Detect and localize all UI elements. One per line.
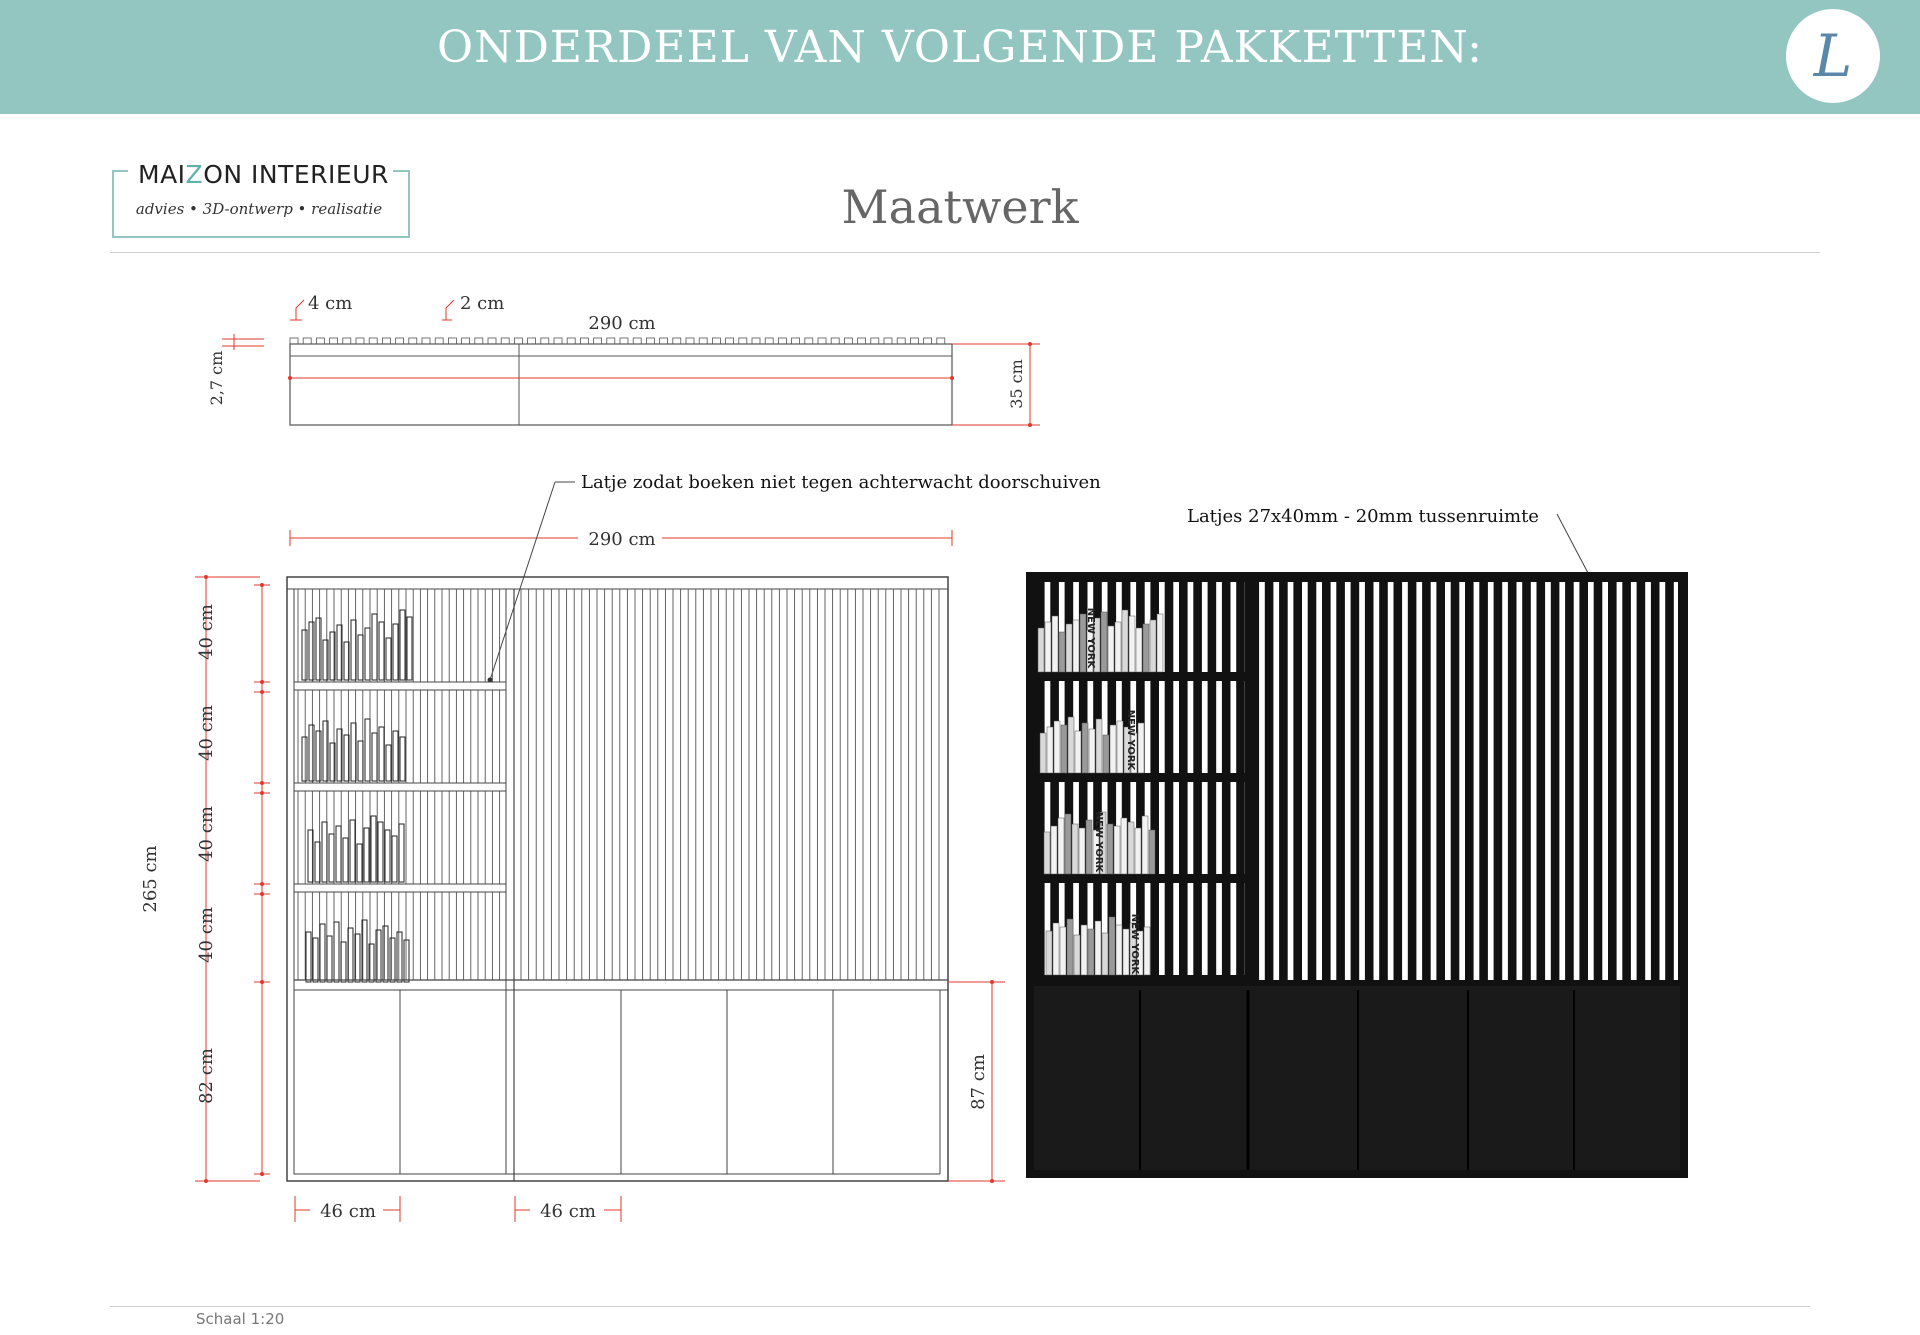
dim-point	[260, 1172, 264, 1176]
logo-name: MAIZON INTERIEUR	[134, 160, 393, 189]
dim-point	[990, 980, 994, 984]
book	[390, 938, 395, 982]
render-book	[1045, 622, 1051, 672]
dim-point	[260, 680, 264, 684]
render-book	[1095, 921, 1101, 975]
book	[357, 844, 362, 882]
book	[329, 834, 334, 882]
plan-slat	[409, 338, 417, 344]
plan-slat	[897, 338, 905, 344]
plan-slat	[554, 338, 562, 344]
plan-slat	[660, 338, 668, 344]
render-slat	[1565, 582, 1574, 980]
slat-depth-label: 4 cm	[308, 293, 353, 314]
plan-slat	[514, 338, 522, 344]
total-height-label: 265 cm	[140, 845, 161, 913]
header-title: ONDERDEEL VAN VOLGENDE PAKKETTEN:	[437, 22, 1483, 73]
render-book	[1086, 820, 1092, 874]
render-book	[1052, 616, 1058, 672]
book-spine-label: NEW YORK	[1129, 913, 1140, 975]
book	[393, 624, 398, 680]
plan-slat	[316, 338, 324, 344]
render-slat	[1351, 582, 1360, 980]
render-book	[1115, 622, 1121, 672]
plan-slat	[330, 338, 338, 344]
book-spine-label: NEW YORK	[1125, 709, 1136, 771]
plan-slat	[528, 338, 536, 344]
render-book	[1074, 935, 1080, 975]
book	[313, 938, 318, 982]
render-book	[1135, 828, 1141, 874]
render-book	[1054, 721, 1060, 773]
plan-slat	[924, 338, 932, 344]
render-slat	[1622, 582, 1631, 980]
plan-slat	[567, 338, 575, 344]
book	[397, 932, 402, 982]
footer-divider	[110, 1306, 1810, 1307]
front-view-shelves	[294, 682, 506, 892]
plan-slat	[448, 338, 456, 344]
render-book	[1121, 818, 1127, 874]
plan-slat	[831, 338, 839, 344]
render-book	[1047, 727, 1053, 773]
front-view-books	[302, 610, 412, 982]
render-slat	[1608, 582, 1617, 980]
render-book	[1073, 620, 1079, 672]
render-slat	[1322, 582, 1331, 980]
book	[386, 638, 391, 680]
render-shelf	[1036, 874, 1248, 883]
render-slat	[1336, 582, 1345, 980]
book	[309, 622, 314, 680]
plan-slat	[501, 338, 509, 344]
render-slat	[1308, 582, 1317, 980]
render-book	[1068, 717, 1074, 773]
book	[407, 617, 412, 680]
slat-height-label: 2,7 cm	[207, 350, 226, 406]
book	[383, 926, 388, 982]
shelf-height-label: 40 cm	[196, 604, 217, 660]
dim-point	[260, 690, 264, 694]
plan-slat	[805, 338, 813, 344]
rail-note: Latje zodat boeken niet tegen achterwacht doorschuiven	[581, 472, 1101, 493]
plan-slat	[290, 338, 298, 344]
book	[320, 924, 325, 982]
render-slat	[1422, 582, 1431, 980]
render-slat	[1551, 582, 1560, 980]
render-book	[1088, 929, 1094, 975]
render-book	[1102, 933, 1108, 975]
slat-gap-label: 2 cm	[460, 293, 505, 314]
render-slat	[1265, 582, 1274, 980]
book	[385, 830, 390, 882]
shelf-height-label: 40 cm	[196, 705, 217, 761]
plan-slat	[712, 338, 720, 344]
book	[309, 725, 314, 781]
plan-slat	[752, 338, 760, 344]
plan-slat	[646, 338, 654, 344]
render-book	[1066, 624, 1072, 672]
shelf-height-label: 40 cm	[196, 907, 217, 963]
book	[365, 719, 370, 781]
plan-slat	[422, 338, 430, 344]
plan-slat	[607, 338, 615, 344]
plan-slat	[792, 338, 800, 344]
page-title: Maatwerk	[841, 180, 1079, 234]
brand-letter-icon: L	[1813, 22, 1853, 90]
plan-slat	[818, 338, 826, 344]
plan-slat	[910, 338, 918, 344]
dim-point	[260, 781, 264, 785]
slat-note: Latjes 27x40mm - 20mm tussenruimte	[1187, 506, 1539, 527]
dim-point	[260, 980, 264, 984]
render-book	[1143, 624, 1149, 672]
right-cabinet-height-label: 87 cm	[968, 1054, 989, 1110]
render-book	[1040, 733, 1046, 773]
render-book	[1044, 832, 1050, 874]
plan-slat	[435, 338, 443, 344]
render-book	[1038, 628, 1044, 672]
dim-point	[260, 791, 264, 795]
plan-slat	[739, 338, 747, 344]
front-shelf	[294, 682, 506, 690]
book	[371, 816, 376, 882]
render-book	[1082, 723, 1088, 773]
book	[392, 836, 397, 882]
render-slat	[1665, 582, 1674, 980]
plan-slat	[765, 338, 773, 344]
render-slat	[1637, 582, 1646, 980]
slat-depth-arrow-icon	[296, 300, 304, 320]
render-book	[1117, 721, 1123, 773]
render-book	[1103, 735, 1109, 773]
book	[372, 733, 377, 781]
render-book	[1114, 826, 1120, 874]
render-slat	[1508, 582, 1517, 980]
render-slat	[1394, 582, 1403, 980]
book	[400, 610, 405, 680]
top-width-label: 290 cm	[588, 313, 656, 334]
render-book	[1081, 925, 1087, 975]
render-book	[1144, 927, 1150, 975]
render-shelf	[1036, 672, 1248, 681]
plan-slat	[369, 338, 377, 344]
render-book	[1128, 822, 1134, 874]
dim-point	[990, 1179, 994, 1183]
plan-slat	[382, 338, 390, 344]
dim-point	[950, 376, 954, 380]
book	[386, 745, 391, 781]
render-book	[1108, 626, 1114, 672]
render-book	[1061, 725, 1067, 773]
front-shelf	[294, 783, 506, 791]
book	[323, 640, 328, 680]
plan-slat	[475, 338, 483, 344]
depth-label: 35 cm	[1007, 359, 1026, 409]
top-view-slats	[290, 338, 945, 344]
render-book	[1072, 824, 1078, 874]
cabinet-height-label: 82 cm	[196, 1048, 217, 1104]
render-book	[1058, 818, 1064, 874]
render-view	[1026, 506, 1688, 1178]
render-book	[1142, 816, 1148, 874]
render-book	[1053, 923, 1059, 975]
plan-slat	[937, 338, 945, 344]
front-view	[140, 472, 1101, 1222]
plan-slat	[580, 338, 588, 344]
render-slat	[1479, 582, 1488, 980]
book	[334, 922, 339, 982]
render-slat	[1579, 582, 1588, 980]
book	[327, 936, 332, 982]
dim-point	[260, 583, 264, 587]
render-book	[1067, 919, 1073, 975]
scale-label: Schaal 1:20	[196, 1310, 285, 1328]
book	[302, 630, 307, 680]
render-book	[1123, 929, 1129, 975]
dim-point	[204, 575, 208, 579]
book	[358, 635, 363, 680]
door-width-right-label: 46 cm	[540, 1201, 596, 1222]
book	[358, 741, 363, 781]
plan-slat	[726, 338, 734, 344]
dim-point	[260, 882, 264, 886]
book-spine-label: NEW YORK	[1085, 607, 1096, 669]
book	[364, 828, 369, 882]
render-slat	[1522, 582, 1531, 980]
plan-slat	[884, 338, 892, 344]
plan-slat	[620, 338, 628, 344]
render-book	[1122, 610, 1128, 672]
render-slat	[1379, 582, 1388, 980]
dim-point	[1028, 342, 1032, 346]
plan-slat	[858, 338, 866, 344]
plan-slat	[871, 338, 879, 344]
front-width-label: 290 cm	[588, 529, 656, 550]
book	[393, 731, 398, 781]
slat-note-leader	[1557, 514, 1588, 573]
slat-gap-arrow-icon	[446, 300, 454, 320]
book	[316, 731, 321, 781]
render-slat	[1465, 582, 1474, 980]
render-book	[1136, 628, 1142, 672]
render-book	[1157, 614, 1163, 672]
book	[306, 932, 311, 982]
plan-slat	[343, 338, 351, 344]
render-slat	[1408, 582, 1417, 980]
render-book	[1149, 830, 1155, 874]
book	[341, 942, 346, 982]
shelf-height-label: 40 cm	[196, 806, 217, 862]
dim-point	[260, 892, 264, 896]
book	[404, 940, 409, 982]
render-book	[1107, 824, 1113, 874]
book	[400, 737, 405, 781]
render-slat	[1436, 582, 1445, 980]
plan-slat	[462, 338, 470, 344]
render-book	[1075, 731, 1081, 773]
book	[350, 820, 355, 882]
render-book	[1060, 927, 1066, 975]
render-book	[1079, 828, 1085, 874]
dim-point	[288, 376, 292, 380]
render-book	[1101, 612, 1107, 672]
book	[336, 826, 341, 882]
book	[379, 622, 384, 680]
plan-slat	[699, 338, 707, 344]
render-slat	[1365, 582, 1374, 980]
plan-slat	[686, 338, 694, 344]
plan-slat	[594, 338, 602, 344]
front-shelf	[294, 884, 506, 892]
logo-tagline: advies • 3D-ontwerp • realisatie	[135, 200, 383, 218]
book	[372, 614, 377, 680]
render-book	[1089, 729, 1095, 773]
render-slat	[1594, 582, 1603, 980]
book	[316, 618, 321, 680]
render-book	[1116, 925, 1122, 975]
render-book	[1059, 632, 1065, 672]
render-book	[1109, 917, 1115, 975]
dim-point	[204, 1179, 208, 1183]
render-book	[1129, 616, 1135, 672]
plan-slat	[778, 338, 786, 344]
book	[365, 628, 370, 680]
render-slat	[1651, 582, 1660, 980]
render-book	[1096, 719, 1102, 773]
book	[379, 727, 384, 781]
dim-point	[1028, 423, 1032, 427]
plan-slat	[396, 338, 404, 344]
book	[302, 737, 307, 781]
plan-slat	[673, 338, 681, 344]
render-slat	[1537, 582, 1546, 980]
render-shelf	[1036, 773, 1248, 782]
render-slat	[1279, 582, 1288, 980]
door-width-left-label: 46 cm	[320, 1201, 376, 1222]
render-book	[1138, 723, 1144, 773]
render-book	[1065, 814, 1071, 874]
top-view	[207, 293, 1040, 427]
render-slat	[1451, 582, 1460, 980]
render-shelf	[1036, 975, 1248, 984]
render-book	[1051, 826, 1057, 874]
book	[343, 838, 348, 882]
book	[323, 721, 328, 781]
book	[322, 822, 327, 882]
plan-slat	[633, 338, 641, 344]
plan-slat	[303, 338, 311, 344]
plan-slat	[488, 338, 496, 344]
render-slat	[1293, 582, 1302, 980]
render-book	[1046, 931, 1052, 975]
render-book	[1150, 620, 1156, 672]
plan-slat	[844, 338, 852, 344]
book-spine-label: NEW YORK	[1093, 811, 1104, 873]
plan-slat	[541, 338, 549, 344]
render-book	[1110, 725, 1116, 773]
book	[399, 824, 404, 882]
book	[378, 822, 383, 882]
render-slat	[1494, 582, 1503, 980]
plan-slat	[356, 338, 364, 344]
